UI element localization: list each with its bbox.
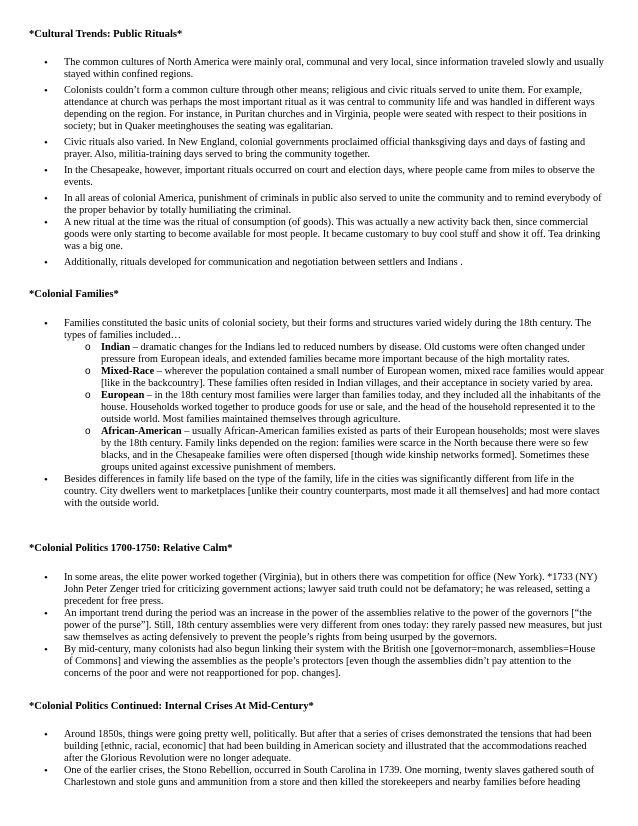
list-item: • The common cultures of North America were mainly oral, communal and very local, since information traveled slowly and usually stayed within confined regions. xyxy=(0,57,604,81)
list-item: • In all areas of colonial America, punishment of criminals in public also served to unite the community and to remind everybody of the proper behavior by totally humiliating the criminal. xyxy=(0,193,604,217)
list-item-text: Families constituted the basic units of colonial society, but their forms and structures varied widely during the 18th century. The types of families included… xyxy=(64,318,592,341)
family-types-list xyxy=(64,342,604,474)
section-heading-colonial-families: *Colonial Families* xyxy=(29,289,119,300)
bullet-list-cultural-trends xyxy=(0,57,604,269)
bullet-list-colonial-families xyxy=(0,318,604,510)
term-african-american: African-American xyxy=(101,426,182,437)
sub-list-item xyxy=(64,426,604,474)
list-item: • One of the earlier crises, the Stono Rebellion, occurred in South Carolina in 1739. One morning, twenty slaves gathered south of Charlestown and stole guns and ammunition from a store and then killed the storekeepers and nearby families before heading xyxy=(0,765,604,789)
section-heading-colonial-politics: *Colonial Politics 1700-1750: Relative Calm* xyxy=(29,543,233,554)
sub-list-item xyxy=(64,342,604,366)
term-european: European xyxy=(101,390,145,401)
list-item: • In some areas, the elite power worked together (Virginia), but in others there was competition for office (New York). *1733 (NY) John Peter Zenger tried for criticizing government actions; lawyer said truth could not be defamatory; he was released, setting a precedent for free press. xyxy=(0,572,604,608)
term-indian: Indian xyxy=(101,342,131,353)
bullet-list-colonial-politics xyxy=(0,572,604,680)
sub-list-item-text: – wherever the population contained a small number of European women, mixed race families would appear [like in the backcountry]. These families often resided in Indian villages, and their acceptance in society varied by area. xyxy=(101,366,604,389)
list-item xyxy=(0,318,604,474)
list-item: • By mid-century, many colonists had also begun linking their system with the British one [governor=monarch, assemblies=House of Commons] and viewing the assemblies as the people’s protectors [even though the assemblies didn’t pay attention to the concerns of the poor and were not reapportioned for pop. changes]. xyxy=(0,644,604,680)
list-item: • A new ritual at the time was the ritual of consumption (of goods). This was actually a new activity back then, since commercial goods were only starting to become available for most people. It became customary to buy cool stuff and show it off. Tea drinking was a big one. xyxy=(0,217,604,253)
section-heading-cultural-trends: *Cultural Trends: Public Rituals* xyxy=(29,29,183,40)
term-mixed-race: Mixed-Race xyxy=(101,366,155,377)
list-item: • Civic rituals also varied. In New England, colonial governments proclaimed official thanksgiving days and days of fasting and prayer. Also, militia-training days served to bring the community together. xyxy=(0,137,604,161)
list-item: • Around 1850s, things were going pretty well, politically. But after that a series of crises demonstrated the tensions that had been building [ethnic, racial, economic] that had been building in American society and illustrated that the accommodations reached after the Glorious Revolution were no longer adequate. xyxy=(0,729,604,765)
list-item: • An important trend during the period was an increase in the power of the assemblies relative to the power of the governors [“the power of the purse”]. Still, 18th century assemblies were very different from ones today: they rarely passed new measures, but just saw themselves as acting defensively to prevent the people’s rights from being usurped by the governors. xyxy=(0,608,604,644)
sub-list-item-text: – in the 18th century most families were larger than families today, and they included all the inhabitants of the house. Households worked together to produce goods for use or sale, and the head of the household represented it to the outside world. Most families maintained themselves through agriculture. xyxy=(101,390,601,425)
sub-list-item xyxy=(64,390,604,426)
sub-list-item-text: – usually African-American families existed as parts of their European households; most were slaves by the 18th century. Family links depended on the region: families were scarce in the North because there were so few blacks, and in the Chesapeake families were often dispersed [though wide kinship networks formed]. Sometimes these groups united against excessive punishment of members. xyxy=(101,426,600,473)
bullet-list-internal-crises xyxy=(0,729,604,789)
list-item: • Besides differences in family life based on the type of the family, life in the cities was significantly different from life in the country. City dwellers went to marketplaces [unlike their country counterparts, most made it all themselves] and had more contact with the outside world. xyxy=(0,474,604,510)
section-heading-internal-crises: *Colonial Politics Continued: Internal Crises At Mid-Century* xyxy=(29,701,314,712)
list-item: • Colonists couldn’t form a common culture through other means; religious and civic rituals served to unite them. For example, attendance at church was perhaps the most important ritual as it was central to community life and was handled in different ways depending on the region. For instance, in Puritan churches and in Virginia, people were seated with respect to their positions in society; but in Quaker meetinghouses the seating was egalitarian. xyxy=(0,85,604,133)
list-item: • In the Chesapeake, however, important rituals occurred on court and election days, where people came from miles to observe the events. xyxy=(0,165,604,189)
sub-list-item-text: – dramatic changes for the Indians led to reduced numbers by disease. Old customs were often changed under pressure from European ideals, and extended families became more important because of the high mortality rates. xyxy=(101,342,586,365)
sub-list-item xyxy=(64,366,604,390)
list-item: • Additionally, rituals developed for communication and negotiation between settlers and Indians . xyxy=(0,257,604,269)
